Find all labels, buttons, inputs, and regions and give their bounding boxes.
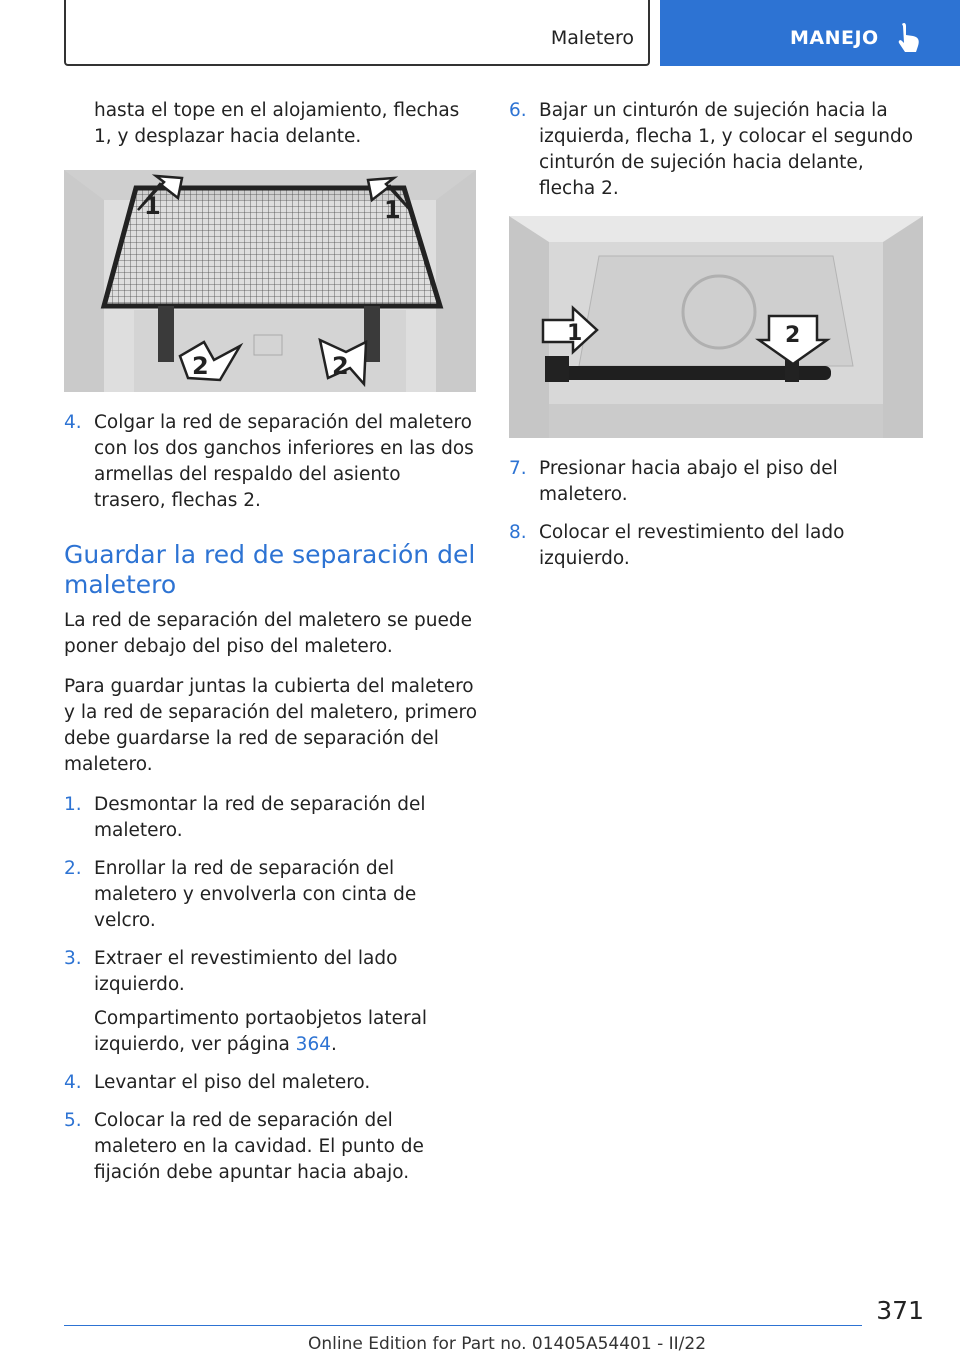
step-text: Enrollar la red de separación del maletero y envolverla con cinta de velcro. <box>94 858 417 931</box>
trunk-floor-photo <box>509 216 923 438</box>
paragraph-1: La red de separación del maletero se puede poner debajo del piso del maletero. <box>64 610 472 657</box>
page-number: 371 <box>876 1296 924 1325</box>
step-text: Colocar el revestimiento del lado izquierdo. <box>539 522 845 569</box>
step-number: 7. <box>509 458 527 479</box>
step-number: 4. <box>64 1072 82 1093</box>
right-column <box>509 98 925 584</box>
step-number: 5. <box>64 1110 82 1131</box>
section-heading: Guardar la red de separación del maletero <box>64 540 476 599</box>
step-number: 8. <box>509 522 527 543</box>
header-section-box <box>64 0 650 66</box>
left-column <box>64 98 478 1198</box>
edition-text: Online Edition for Part no. 01405A54401 - II/22 <box>308 1334 707 1354</box>
svg-text:1: 1 <box>144 192 161 220</box>
svg-text:1: 1 <box>567 321 583 346</box>
step-number: 2. <box>64 858 82 879</box>
footer-rule <box>64 1325 862 1326</box>
step-number: 1. <box>64 794 82 815</box>
step-text: Bajar un cinturón de sujeción hacia la izquierda, flecha 1, y colocar el segundo cinturón de sujeción hacia delante, flecha 2. <box>539 100 914 199</box>
step-text: Desmontar la red de separación del maletero. <box>94 794 426 841</box>
step-text: Levantar el piso del maletero. <box>94 1072 371 1093</box>
pointing-hand-icon <box>896 22 922 54</box>
intro-text: hasta el tope en el alojamiento, flechas 1, y desplazar hacia delante. <box>94 100 460 147</box>
chapter-tab[interactable] <box>660 0 960 66</box>
step-number: 4. <box>64 412 82 433</box>
svg-text:2: 2 <box>785 323 801 348</box>
step-text: Colocar la red de separación del maletero en la cavidad. El punto de fijación debe apuntar hacia abajo. <box>94 1110 424 1183</box>
chapter-tab-label: MANEJO <box>790 27 879 49</box>
step-3-reference <box>64 1006 478 1058</box>
page-link[interactable]: 364 <box>295 1034 331 1055</box>
step-1 <box>64 792 478 844</box>
reference-end: . <box>330 1034 337 1055</box>
step-text: Presionar hacia abajo el piso del maletero. <box>539 458 838 505</box>
section-title: Maletero <box>550 27 634 49</box>
reference-text: Compartimento portaobjetos lateral izquierdo, ver página <box>94 1008 428 1055</box>
cargo-net-photo <box>64 170 476 392</box>
svg-text:1: 1 <box>384 196 401 224</box>
step-5 <box>64 1108 478 1186</box>
svg-text:2: 2 <box>332 352 349 380</box>
step-7 <box>509 456 925 508</box>
step-3 <box>64 946 478 998</box>
step-4-hang <box>64 410 478 514</box>
step-number: 6. <box>509 100 527 121</box>
step-8 <box>509 520 925 572</box>
step-6 <box>509 98 925 202</box>
step-text: Extraer el revestimiento del lado izquierdo. <box>94 948 398 995</box>
svg-text:2: 2 <box>192 352 209 380</box>
step-2 <box>64 856 478 934</box>
paragraph-2: Para guardar juntas la cubierta del maletero y la red de separación del maletero, primero debe guardarse la red de separación del maletero. <box>64 676 478 775</box>
step-text: Colgar la red de separación del maletero con los dos ganchos inferiores en las dos armellas del respaldo del asiento trasero, flechas 2. <box>94 412 474 511</box>
step-4-lift <box>64 1070 478 1096</box>
step-number: 3. <box>64 948 82 969</box>
